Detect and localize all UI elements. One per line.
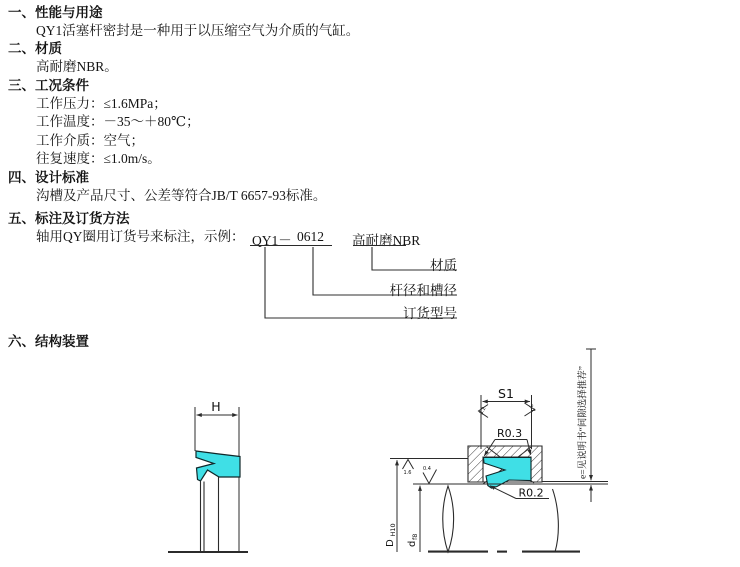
section-3-heading: 三、工况条件 (8, 78, 89, 93)
dim-d-label: d (407, 540, 418, 547)
roughness-mark-rod (423, 466, 437, 484)
roughness-mark-groove-right (525, 403, 537, 416)
dim-D-label: D (385, 539, 396, 547)
ordering-example-prefix: 轴用QY圈用订货号来标注，示例： (36, 229, 245, 244)
section-1-heading: 一、性能与用途 (8, 5, 103, 20)
radius-bottom-label: R0.2 (518, 486, 544, 500)
left-figure (168, 399, 248, 552)
ordering-code-size: 0612 (297, 229, 324, 244)
ordering-label-model: 订货型号 (403, 306, 457, 321)
roughness-groove-left-value: 3.2 (478, 406, 488, 416)
dim-H-label: H (211, 399, 221, 414)
dim-d-sub: f8 (411, 533, 419, 540)
radius-top-label: R0.3 (497, 427, 523, 440)
structure-drawings (0, 340, 740, 567)
roughness-bore-value: 1.6 (403, 470, 412, 476)
section-3-line-1: 工作压力：≤1.6MPa； (36, 96, 167, 111)
radius-bottom-leader (490, 486, 516, 499)
section-3-line-4: 往复速度：≤1.0m/s。 (36, 151, 161, 166)
dim-S1-label: S1 (498, 386, 514, 401)
section-3-line-3: 工作介质：空气； (36, 133, 144, 148)
section-2-heading: 二、材质 (8, 41, 62, 56)
gap-note-label: e=见说明书“间隙选择推荐” (578, 365, 589, 479)
seal-profile-left (196, 451, 240, 481)
section-4-body: 沟槽及产品尺寸、公差等符合JB/T 6657-93标准。 (36, 188, 327, 203)
roughness-mark-groove-left (478, 405, 488, 418)
section-5-heading: 五、标注及订货方法 (8, 211, 130, 226)
section-1-body: QY1活塞杆密封是一种用于以压缩空气为介质的气缸。 (36, 23, 360, 38)
ordering-code-model: QY1－ (252, 233, 292, 248)
dim-D-sub: H10 (389, 523, 397, 537)
ordering-code-material: 高耐磨NBR (352, 233, 421, 248)
roughness-groove-right-value: 3.2 (527, 403, 537, 414)
ordering-label-size: 杆径和槽径 (389, 283, 457, 298)
ordering-label-material: 材质 (430, 258, 457, 273)
rod-break-arc (553, 489, 559, 552)
rod-break-lens (443, 486, 454, 552)
section-3-line-2: 工作温度：－35～＋80℃； (36, 114, 200, 129)
section-4-heading: 四、设计标准 (8, 170, 89, 185)
roughness-rod-value: 0.4 (423, 466, 431, 472)
section-6-heading: 六、结构装置 (8, 334, 89, 349)
section-2-body: 高耐磨NBR。 (36, 59, 118, 74)
roughness-mark-bore (403, 460, 414, 477)
right-figure (385, 349, 608, 552)
